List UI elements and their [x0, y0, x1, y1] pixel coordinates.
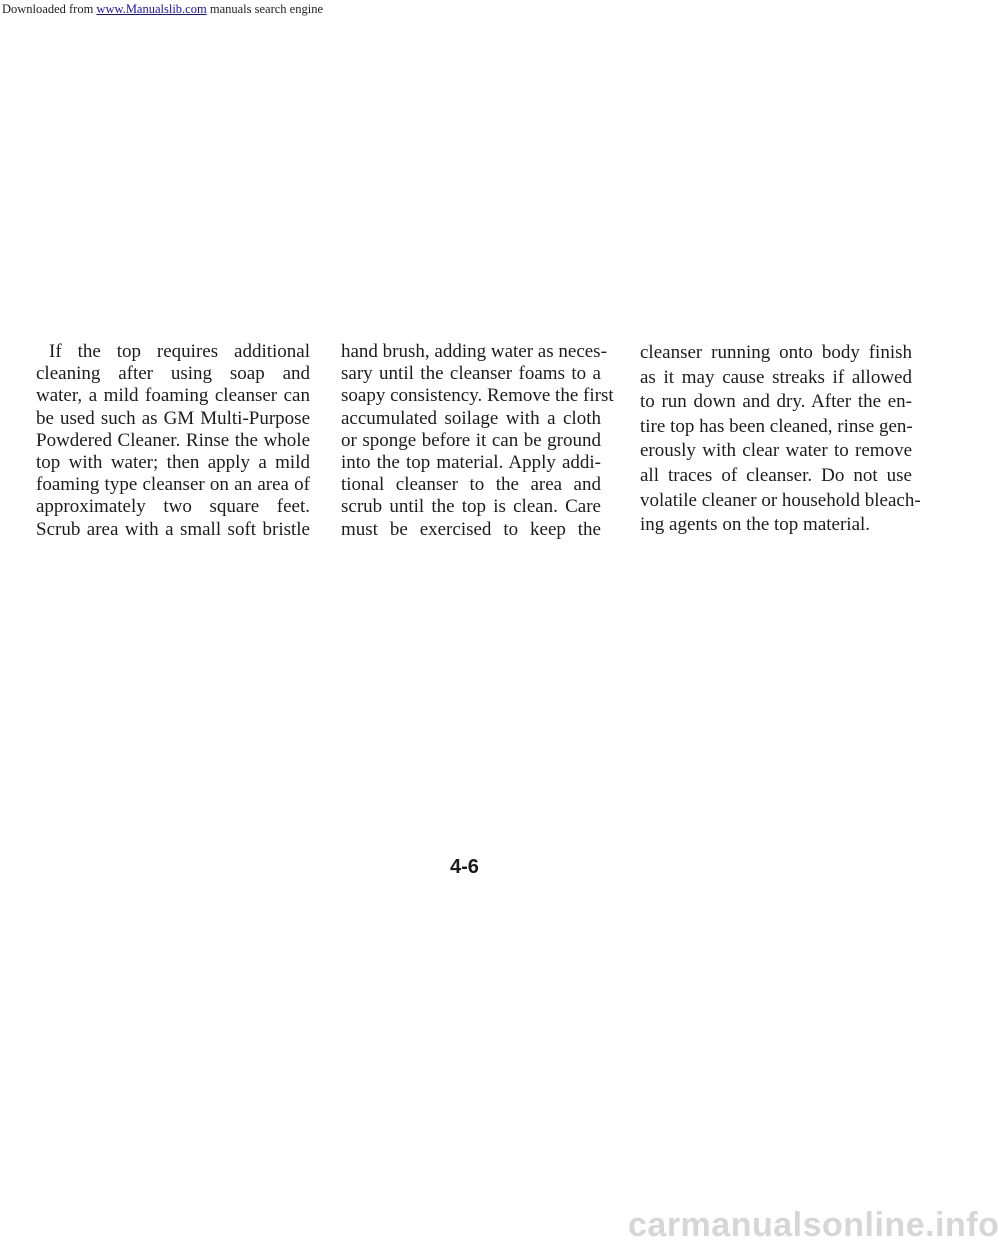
text-line: foaming type cleanser on an area of	[36, 474, 310, 496]
text-line: water, a mild foaming cleanser can	[36, 385, 310, 407]
page-number: 4-6	[450, 856, 479, 878]
text-line: or sponge before it can be ground	[341, 429, 601, 451]
text-line: cleanser running onto body finish	[640, 342, 912, 363]
text-line: hand brush, adding water as neces-	[341, 341, 607, 362]
banner-suffix: manuals search engine	[206, 2, 323, 16]
text-line: scrub until the top is clean. Care	[341, 496, 601, 518]
text-line: into the top material. Apply addi-	[341, 452, 601, 474]
text-line: sary until the cleanser foams to a	[341, 363, 601, 385]
text-line: tire top has been cleaned, rinse gen-	[640, 415, 913, 437]
text-column-2	[341, 341, 614, 541]
text-line: soapy consistency. Remove the first	[341, 385, 614, 407]
manualslib-link[interactable]: www.Manualslib.com	[96, 2, 207, 16]
text-line: top with water; then apply a mild	[36, 452, 310, 474]
text-line: as it may cause streaks if allowed	[640, 366, 912, 388]
text-line: must be exercised to keep the	[341, 518, 601, 540]
text-line: be used such as GM Multi-Purpose	[36, 407, 310, 429]
text-line: erously with clear water to remove	[640, 440, 912, 462]
banner-prefix: Downloaded from	[2, 2, 97, 16]
watermark: carmanualsonline.info	[628, 1206, 999, 1244]
text-column-3	[640, 341, 921, 538]
text-line: Scrub area with a small soft bristle	[36, 518, 310, 540]
text-line: accumulated soilage with a cloth	[341, 407, 601, 429]
text-line: ing agents on the top material.	[640, 514, 871, 536]
text-column-1	[36, 341, 310, 541]
download-source-banner	[0, 0, 962, 18]
text-line: If the top requires additional	[49, 341, 310, 362]
text-line: cleaning after using soap and	[36, 363, 310, 385]
text-line: Powdered Cleaner. Rinse the whole	[36, 429, 310, 451]
text-line: to run down and dry. After the en-	[640, 391, 912, 413]
text-line: all traces of cleanser. Do not use	[640, 464, 912, 486]
text-line: tional cleanser to the area and	[341, 474, 601, 496]
text-line: approximately two square feet.	[36, 496, 310, 518]
text-line: volatile cleaner or household bleach-	[640, 489, 921, 511]
